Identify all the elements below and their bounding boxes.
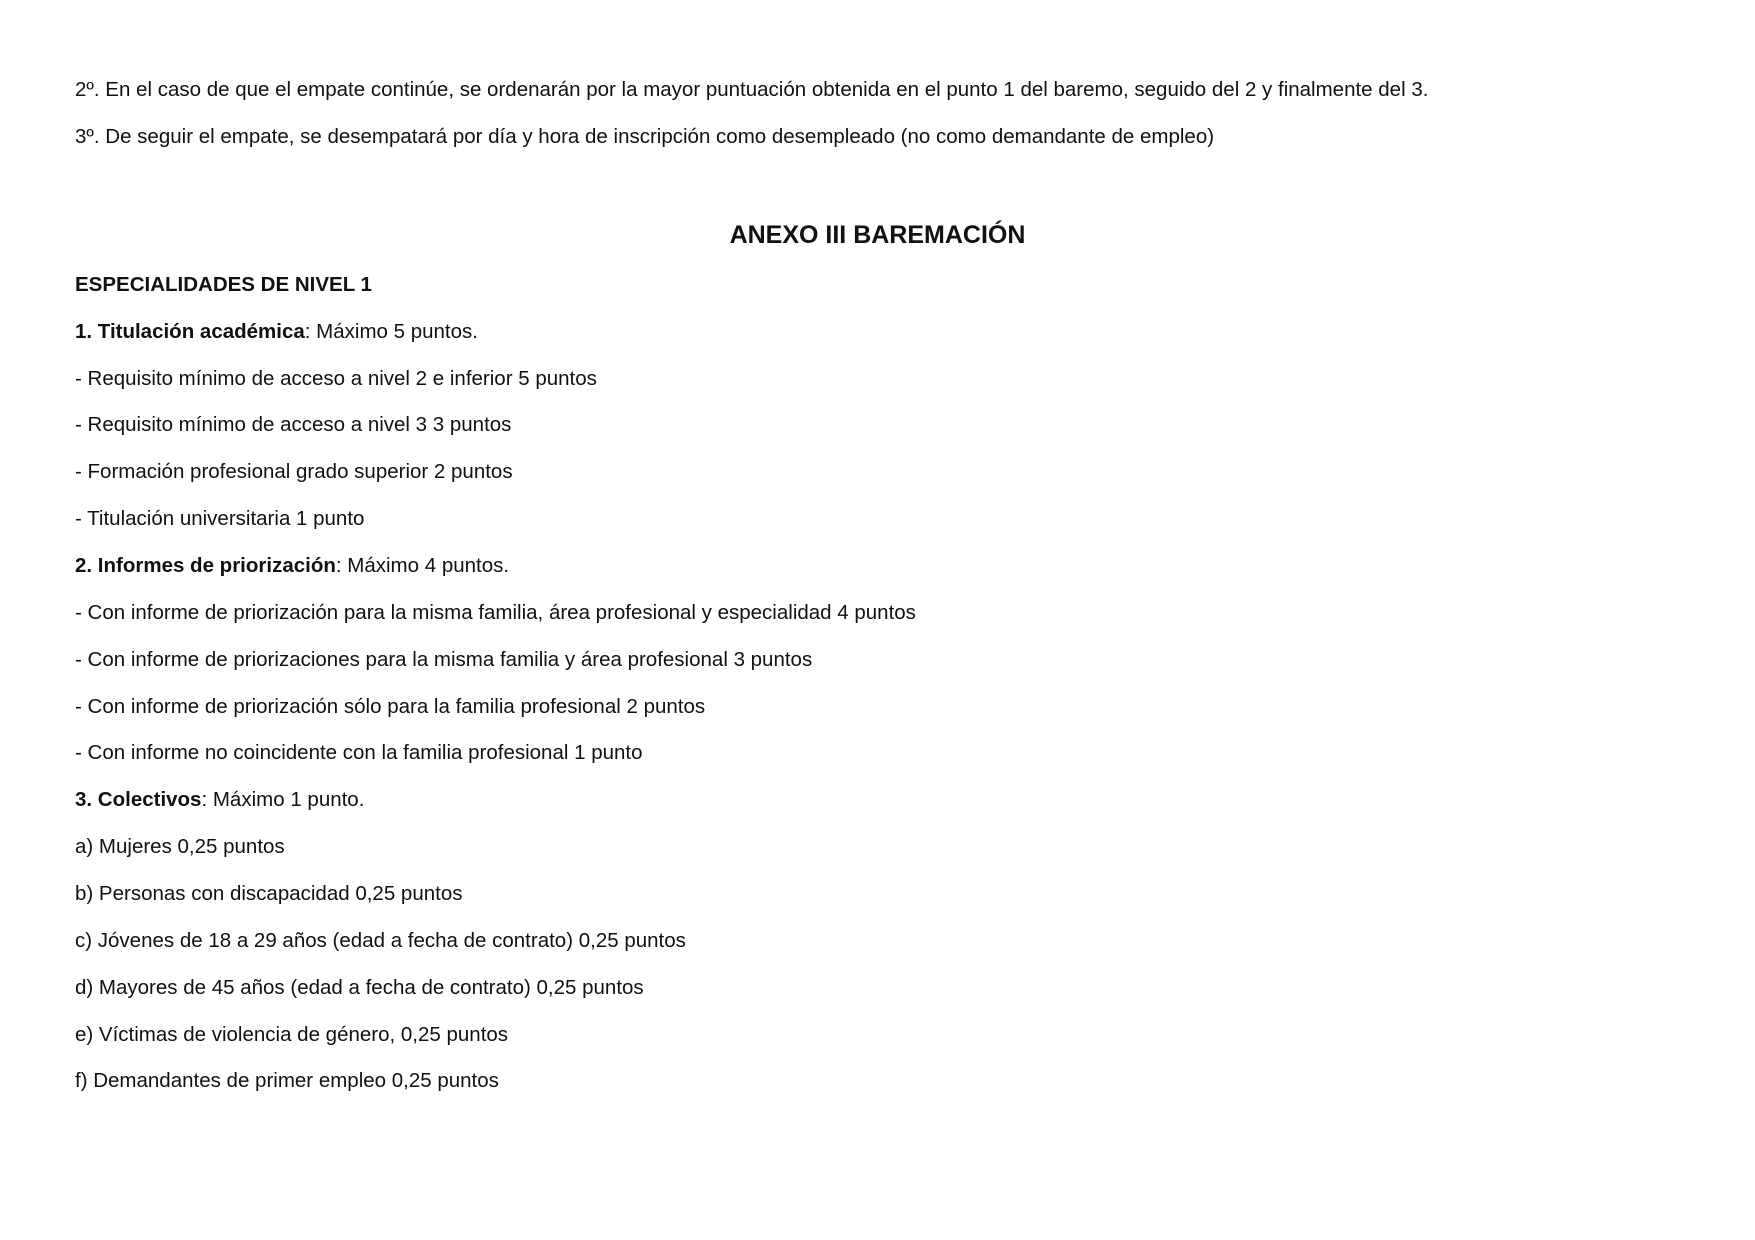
section-2-heading-line [75,553,509,579]
list-item: - Requisito mínimo de acceso a nivel 3 3 puntos [75,413,512,436]
list-item: f) Demandantes de primer empleo 0,25 puntos [75,1069,499,1092]
section-3-heading-line [75,787,364,813]
list-item: - Requisito mínimo de acceso a nivel 2 e inferior 5 puntos [75,367,597,390]
list-item: - Con informe de priorización para la misma familia, área profesional y especialidad 4 puntos [75,601,916,624]
list-item: - Con informe de priorizaciones para la misma familia y área profesional 3 puntos [75,648,813,671]
section-max: : Máximo 4 puntos. [335,554,510,577]
list-item: - Titulación universitaria 1 punto [75,507,365,530]
tiebreak-rule-3: 3º. De seguir el empate, se desempatará por día y hora de inscripción como desempleado (no como demandante de empleo) [75,125,1215,148]
list-item: - Con informe de priorización sólo para la familia profesional 2 puntos [75,695,706,718]
list-item: e) Víctimas de violencia de género, 0,25 puntos [75,1023,509,1046]
list-item: d) Mayores de 45 años (edad a fecha de contrato) 0,25 puntos [75,976,644,999]
section-max: : Máximo 5 puntos. [304,320,478,343]
annex-subtitle: ESPECIALIDADES DE NIVEL 1 [75,273,372,296]
list-item: b) Personas con discapacidad 0,25 puntos [75,882,463,905]
section-heading: 1. Titulación académica [75,320,305,343]
section-1-heading-line [75,319,478,345]
section-heading: 3. Colectivos [75,788,202,811]
tiebreak-rule-2: 2º. En el caso de que el empate continúe, se ordenarán por la mayor puntuación obtenida en el punto 1 del baremo, seguido del 2 y finalmente del 3. [75,78,1429,101]
section-max: : Máximo 1 punto. [201,788,365,811]
list-item: c) Jóvenes de 18 a 29 años (edad a fecha de contrato) 0,25 puntos [75,929,686,952]
section-heading: 2. Informes de priorización [75,554,336,577]
list-item: a) Mujeres 0,25 puntos [75,835,285,858]
list-item: - Formación profesional grado superior 2 puntos [75,460,513,483]
annex-title: ANEXO III BAREMACIÓN [729,221,1026,249]
list-item: - Con informe no coincidente con la familia profesional 1 punto [75,741,643,764]
